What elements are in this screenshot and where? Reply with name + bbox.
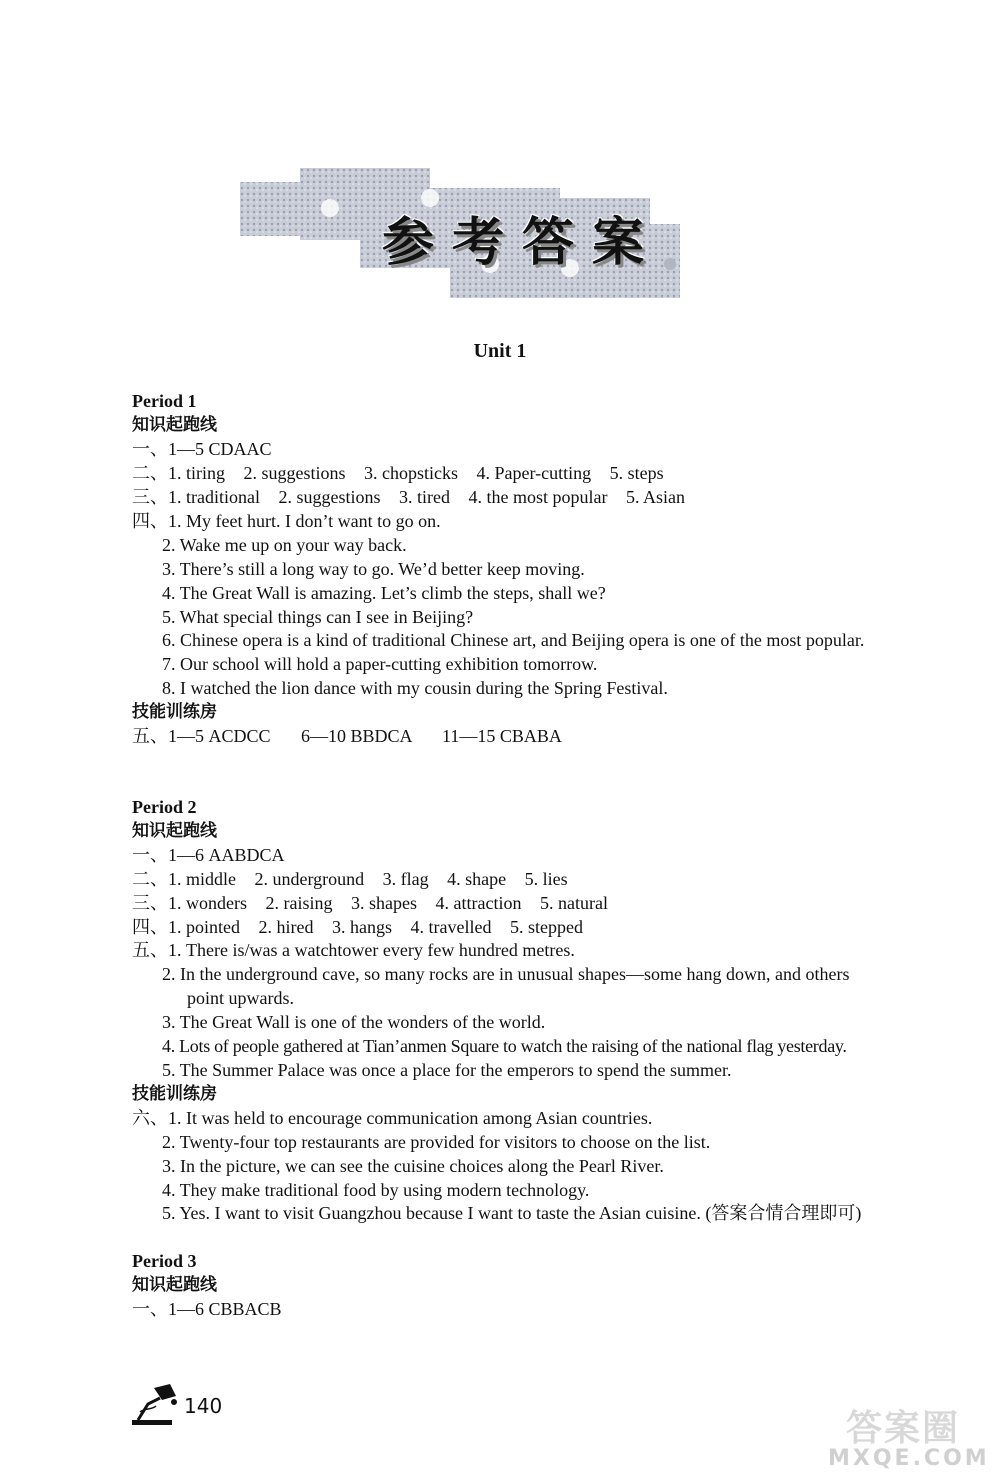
p2-q6-line-4: 4. They make traditional food by using modern technology. [162,1180,590,1200]
period-1-skills-heading: 技能训练房 [132,702,217,722]
p3-q1-answer: 一、1—6 CBBACB [132,1299,282,1319]
period-2-knowledge-heading: 知识起跑线 [132,821,217,841]
answer-item: 五、1—5 ACDCC [132,726,271,746]
period-2-skills-heading: 技能训练房 [132,1084,217,1104]
p1-q4-line-4: 4. The Great Wall is amazing. Let’s climb the steps, shall we? [162,583,606,603]
answer-item: 5. steps [609,463,664,483]
answer-item: 3. hangs [331,917,392,937]
answer-item: 5. lies [524,869,568,889]
answer-item: 四、1. pointed [132,917,240,937]
p1-q4-line-8: 8. I watched the lion dance with my cousin during the Spring Festival. [162,678,668,698]
answer-item: 3. chopsticks [364,463,459,483]
answer-item: 4. travelled [410,917,492,937]
p1-q4-line-1: 四、1. My feet hurt. I don’t want to go on. [132,511,441,531]
p2-q5-line-4: 4. Lots of people gathered at Tian’anmen Square to watch the raising of the national flag yesterday. [162,1036,847,1056]
answer-item: 3. shapes [351,893,417,913]
p2-q5-line-3: 3. The Great Wall is one of the wonders of the world. [162,1012,546,1032]
answer-item: 三、1. wonders [132,893,247,913]
answer-item: 4. shape [447,869,507,889]
p2-q5-line-2-cont: point upwards. [187,988,294,1008]
p2-q6-line-2: 2. Twenty-four top restaurants are provided for visitors to choose on the list. [162,1132,711,1152]
p2-q5-line-1: 五、1. There is/was a watchtower every few hundred metres. [132,940,575,960]
period-1-knowledge-heading: 知识起跑线 [132,415,217,435]
p1-q2-answer [132,461,664,485]
answer-item: 5. natural [539,893,608,913]
period-1-title: Period 1 [132,391,197,411]
p2-q2-answer [132,867,568,891]
p1-q5-answer [132,724,562,748]
answer-item: 3. tired [399,487,450,507]
answer-item: 4. the most popular [468,487,608,507]
p1-q4-line-6: 6. Chinese opera is a kind of traditional Chinese art, and Beijing opera is one of the most popular. [162,630,865,650]
p2-q4-answer [132,915,583,939]
page-title: 参考答案 [382,213,663,273]
answer-item: 2. suggestions [278,487,381,507]
answer-item: 三、1. traditional [132,487,260,507]
answer-item: 3. flag [382,869,429,889]
answer-item: 4. attraction [435,893,522,913]
p1-q4-line-7: 7. Our school will hold a paper-cutting exhibition tomorrow. [162,654,598,674]
p1-q1-answer: 一、1—5 CDAAC [132,439,272,459]
desk-lamp-icon [130,1382,182,1426]
p2-q1-answer: 一、1—6 AABDCA [132,845,285,865]
answer-item: 11—15 CBABA [442,726,562,746]
p2-q6-line-3: 3. In the picture, we can see the cuisine choices along the Pearl River. [162,1156,664,1176]
answer-item: 4. Paper-cutting [476,463,592,483]
p2-q5-line-2: 2. In the underground cave, so many rocks are in unusual shapes—some hang down, and others [162,964,850,984]
answer-item: 6—10 BBDCA [301,726,412,746]
p1-q4-line-3: 3. There’s still a long way to go. We’d better keep moving. [162,559,585,579]
answer-item: 2. underground [254,869,365,889]
p1-q3-answer [132,485,685,509]
answer-item: 5. stepped [509,917,583,937]
answer-item: 5. Asian [625,487,685,507]
answer-item: 2. raising [265,893,333,913]
p1-q4-line-5: 5. What special things can I see in Beijing? [162,607,474,627]
p2-q3-answer [132,891,608,915]
p2-q6-line-5: 5. Yes. I want to visit Guangzhou because I want to taste the Asian cuisine. (答案合情合理即可) [162,1203,862,1223]
period-3-knowledge-heading: 知识起跑线 [132,1275,217,1295]
page-number: 140 [184,1394,223,1418]
unit-title: Unit 1 [473,340,527,362]
p2-q5-line-5: 5. The Summer Palace was once a place for the emperors to spend the summer. [162,1060,732,1080]
watermark-url: MXQE.COM [828,1446,990,1471]
answer-item: 二、1. tiring [132,463,225,483]
period-2-title: Period 2 [132,797,197,817]
answer-item: 2. hired [258,917,314,937]
answer-item: 二、1. middle [132,869,236,889]
answer-item: 2. suggestions [243,463,346,483]
site-watermark [828,1400,990,1478]
p2-q6-line-1: 六、1. It was held to encourage communication among Asian countries. [132,1108,653,1128]
watermark-logo-text: 答案圈 [845,1408,960,1449]
period-3-title: Period 3 [132,1251,197,1271]
p1-q4-line-2: 2. Wake me up on your way back. [162,535,407,555]
